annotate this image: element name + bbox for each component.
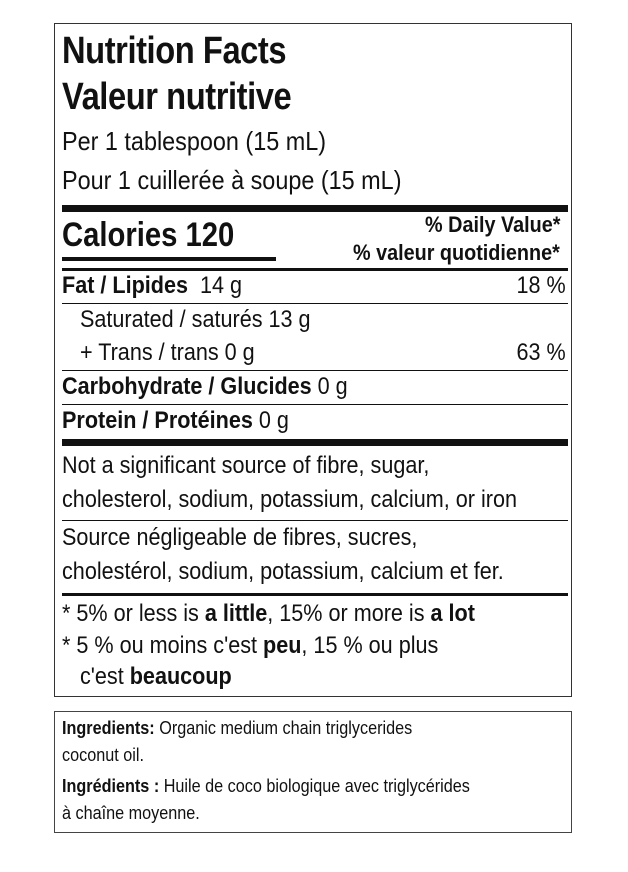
footnote-en-bold-little: a little [204, 600, 268, 627]
footnote-fr-text: * 5 % ou moins c'est [62, 632, 264, 659]
fat-label: Fat / Lipides [62, 272, 189, 299]
footnote-fr-line2 [80, 663, 232, 691]
carb-amount: 0 g [317, 373, 348, 400]
divider [62, 303, 568, 304]
note-fr-line2: cholestérol, sodium, potassium, calcium et fer. [62, 558, 504, 585]
saturated-row: Saturated / saturés 13 g [80, 306, 311, 333]
ingredients-en-line1 [62, 718, 412, 739]
divider [62, 593, 568, 596]
fat-amount: 14 g [200, 272, 243, 299]
ingredients-text-en: Organic medium chain triglycerides [154, 718, 413, 738]
ingredients-en-line2: coconut oil. [62, 745, 144, 765]
footnote-fr-bold-beaucoup: beaucoup [129, 663, 232, 690]
thick-divider [62, 205, 568, 212]
footnote-fr-text: , 15 % ou plus [301, 632, 439, 659]
calories-underline [62, 257, 276, 261]
note-en-line1: Not a significant source of fibre, sugar, [62, 452, 430, 479]
daily-value-header-en: % Daily Value* [424, 212, 560, 237]
footnote-fr-bold-peu: peu [263, 632, 302, 659]
footnote-fr-text: c'est [80, 663, 130, 690]
serving-size-en: Per 1 tablespoon (15 mL) [62, 126, 327, 156]
ingredients-fr-line2: à chaîne moyenne. [62, 803, 200, 823]
title-fr: Valeur nutritive [62, 76, 292, 118]
footnote-en-bold-lot: a lot [430, 600, 475, 627]
ingredients-label-en: Ingredients: [62, 718, 155, 738]
divider [62, 520, 568, 521]
thick-divider [62, 439, 568, 446]
footnote-en-text: * 5% or less is [62, 600, 205, 627]
title-en: Nutrition Facts [62, 30, 287, 72]
fat-row [62, 272, 242, 300]
protein-row [62, 407, 289, 435]
divider [62, 370, 568, 371]
daily-value-header-fr: % valeur quotidienne* [353, 240, 560, 265]
footnote-fr [62, 632, 438, 660]
divider [62, 404, 568, 405]
note-en-line2: cholesterol, sodium, potassium, calcium, or iron [62, 486, 517, 513]
calories-label: Calories 120 [62, 216, 235, 254]
note-fr-line1: Source négligeable de fibres, sucres, [62, 524, 418, 551]
serving-size-fr: Pour 1 cuillerée à soupe (15 mL) [62, 165, 402, 195]
trans-dv: 63 % [516, 339, 566, 366]
fat-dv: 18 % [516, 272, 566, 299]
trans-row: + Trans / trans 0 g [80, 339, 255, 366]
ingredients-label-fr: Ingrédients : [62, 776, 160, 796]
divider [62, 268, 568, 271]
ingredients-text-fr: Huile de coco biologique avec triglycérides [159, 776, 470, 796]
footnote-en [62, 600, 475, 628]
footnote-en-text: , 15% or more is [267, 600, 431, 627]
protein-label: Protein / Protéines [62, 407, 253, 434]
carb-row [62, 373, 348, 401]
protein-amount: 0 g [258, 407, 289, 434]
ingredients-fr-line1 [62, 776, 470, 797]
carb-label: Carbohydrate / Glucides [62, 373, 312, 400]
